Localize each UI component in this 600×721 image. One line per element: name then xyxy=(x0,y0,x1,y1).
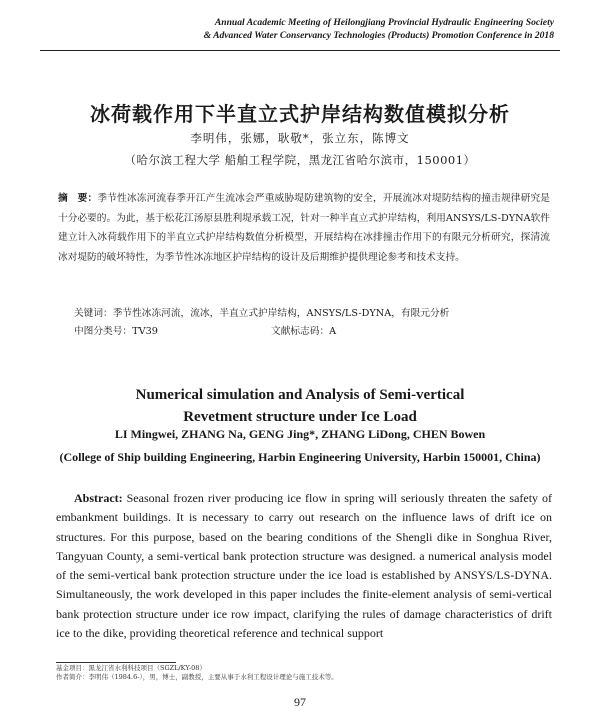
classification-label: 中图分类号： xyxy=(74,326,133,337)
abstract-chinese-label: 摘 要： xyxy=(58,193,98,204)
abstract-english-text: Seasonal frozen river producing ice flow in spring will seriously threaten the safety of embankment buildings. It is necessary to carry out research on the influence laws of drift ice on structures. For this purpose, based on the bearing conditions of the Shengli dike in Songhua River, Tangyuan County, a semi-vertical bank protection structure was designed. a numerical analysis model of the semi-vertical bank protection structure under the ice load is established by ANSYS/LS-DYNA. Simultaneously, the work developed in this paper includes the finite-element analysis of semi-vertical bank protection structure under ice row impact, clarifying the rules of damage characteristics of drift ice to the dike, providing theoretical reference and technical support xyxy=(56,491,553,641)
page-number: 97 xyxy=(294,695,306,709)
abstract-english-label: Abstract: xyxy=(74,491,123,505)
keywords-chinese xyxy=(74,305,550,323)
paper-title-chinese: 冰荷载作用下半直立式护岸结构数值模拟分析 xyxy=(90,102,510,126)
keywords-text: 季节性冰冻河流，流冰，半直立式护岸结构，ANSYS/LS-DYNA，有限元分析 xyxy=(112,308,450,319)
abstract-chinese-text: 季节性冰冻河流春季开江产生流冰会严重威胁堤防建筑物的安全，开展流冰对堤防结构的撞击规律研究是十分必要的。为此，基于松花江汤原县胜利堤承载工况，针对一种半直立式护岸结构，利用ANSYS/LS-DYNA软件建立计入冰荷载作用下的半直立式护岸结构数值分析模型，开展结构在冰排撞击作用下的有限元分析研究，探清流冰对堤防的破坏特性，为季节性冰冻地区护岸结构的设计及后期维护提供理论参考和技术支持。 xyxy=(58,193,550,263)
footnote-fund: 基金项目：黑龙江省水利科技项目（SGZL/KY-08） xyxy=(56,664,206,672)
running-header xyxy=(204,16,554,42)
footnotes xyxy=(56,664,552,682)
title-english-line-1: Numerical simulation and Analysis of Semi-vertical xyxy=(135,387,465,403)
affiliation-english: (College of Ship building Engineering, Harbin Engineering University, Harbin 150001, China) xyxy=(59,450,541,464)
footnote-author: 作者简介：李明伟（1984.6-），男，博士，副教授，主要从事于水利工程设计理论与施工技术等。 xyxy=(56,673,338,681)
classification-value: TV39 xyxy=(132,326,158,337)
classification-chinese xyxy=(74,323,550,341)
authors-english: LI Mingwei, ZHANG Na, GENG Jing*, ZHANG LiDong, CHEN Bowen xyxy=(114,427,486,441)
affiliation-chinese: （哈尔滨工程大学 船舶工程学院，黑龙江省哈尔滨市，150001） xyxy=(124,153,476,167)
abstract-chinese xyxy=(58,189,550,267)
document-code-value: A xyxy=(329,326,337,337)
footnote-divider xyxy=(56,662,176,663)
title-english-line-2: Revetment structure under Ice Load xyxy=(183,409,417,425)
header-line-1: Annual Academic Meeting of Heilongjiang Provincial Hydraulic Engineering Society xyxy=(214,17,554,28)
paper-title-english xyxy=(0,384,600,428)
keywords-label: 关键词： xyxy=(74,308,113,319)
document-code-label: 文献标志码： xyxy=(271,326,330,337)
header-divider xyxy=(40,50,560,51)
authors-chinese: 李明伟，张娜，耿敬*，张立东，陈博文 xyxy=(190,131,410,145)
abstract-english xyxy=(56,489,552,643)
header-line-2: & Advanced Water Conservancy Technologies (Products) Promotion Conference in 2018 xyxy=(203,30,554,41)
